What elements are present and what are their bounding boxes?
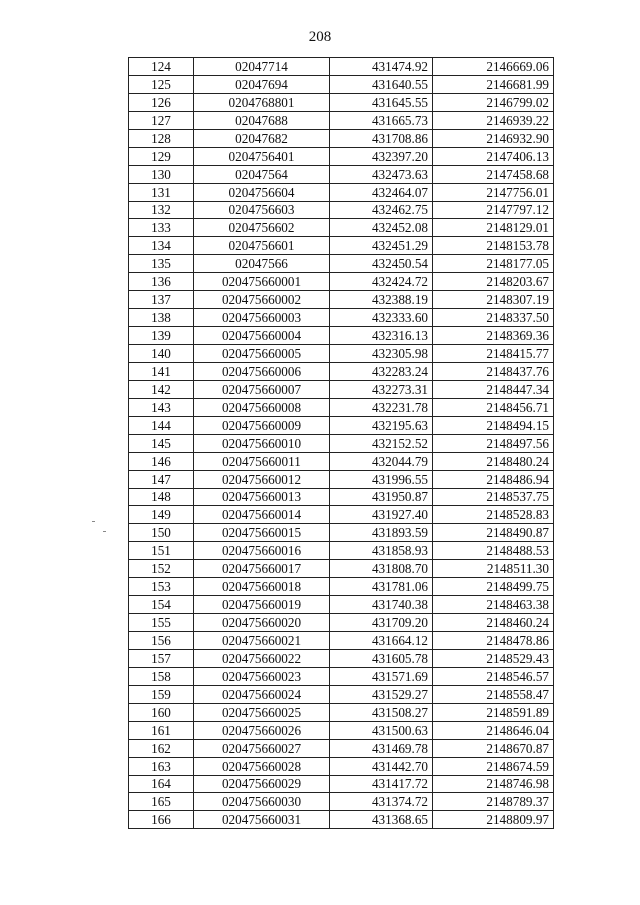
x-coordinate-cell: 432316.13	[330, 327, 433, 345]
coordinates-table	[128, 57, 554, 829]
point-code-cell: 020475660024	[194, 685, 330, 703]
point-number-cell: 160	[129, 703, 194, 721]
table-row	[129, 219, 554, 237]
point-number-cell: 166	[129, 811, 194, 829]
x-coordinate-cell: 431996.55	[330, 470, 433, 488]
y-coordinate-cell: 2148499.75	[433, 578, 554, 596]
point-code-cell: 020475660021	[194, 632, 330, 650]
point-number-cell: 132	[129, 201, 194, 219]
y-coordinate-cell: 2148478.86	[433, 632, 554, 650]
x-coordinate-cell: 431664.12	[330, 632, 433, 650]
point-number-cell: 133	[129, 219, 194, 237]
point-number-cell: 136	[129, 273, 194, 291]
table-row	[129, 506, 554, 524]
point-code-cell: 020475660004	[194, 327, 330, 345]
y-coordinate-cell: 2148789.37	[433, 793, 554, 811]
point-code-cell: 020475660009	[194, 416, 330, 434]
x-coordinate-cell: 431927.40	[330, 506, 433, 524]
point-number-cell: 137	[129, 291, 194, 309]
y-coordinate-cell: 2148746.98	[433, 775, 554, 793]
point-number-cell: 141	[129, 362, 194, 380]
y-coordinate-cell: 2146681.99	[433, 75, 554, 93]
x-coordinate-cell: 432397.20	[330, 147, 433, 165]
x-coordinate-cell: 431508.27	[330, 703, 433, 721]
table-row	[129, 165, 554, 183]
point-number-cell: 135	[129, 255, 194, 273]
point-number-cell: 161	[129, 721, 194, 739]
point-number-cell: 154	[129, 596, 194, 614]
table-row	[129, 524, 554, 542]
y-coordinate-cell: 2148177.05	[433, 255, 554, 273]
y-coordinate-cell: 2147756.01	[433, 183, 554, 201]
point-code-cell: 020475660016	[194, 542, 330, 560]
table-row	[129, 632, 554, 650]
point-code-cell: 020475660012	[194, 470, 330, 488]
point-number-cell: 129	[129, 147, 194, 165]
y-coordinate-cell: 2147797.12	[433, 201, 554, 219]
scan-speck	[103, 531, 106, 532]
x-coordinate-cell: 431858.93	[330, 542, 433, 560]
point-number-cell: 131	[129, 183, 194, 201]
table-row	[129, 434, 554, 452]
table-row	[129, 793, 554, 811]
point-code-cell: 020475660031	[194, 811, 330, 829]
x-coordinate-cell: 431781.06	[330, 578, 433, 596]
point-code-cell: 020475660017	[194, 560, 330, 578]
x-coordinate-cell: 431708.86	[330, 129, 433, 147]
point-number-cell: 143	[129, 398, 194, 416]
point-number-cell: 146	[129, 452, 194, 470]
point-code-cell: 02047564	[194, 165, 330, 183]
point-code-cell: 02047688	[194, 111, 330, 129]
x-coordinate-cell: 431665.73	[330, 111, 433, 129]
x-coordinate-cell: 432333.60	[330, 309, 433, 327]
point-number-cell: 140	[129, 345, 194, 363]
y-coordinate-cell: 2148528.83	[433, 506, 554, 524]
y-coordinate-cell: 2148670.87	[433, 739, 554, 757]
y-coordinate-cell: 2148463.38	[433, 596, 554, 614]
table-row	[129, 129, 554, 147]
table-row	[129, 309, 554, 327]
y-coordinate-cell: 2148307.19	[433, 291, 554, 309]
table-row	[129, 596, 554, 614]
point-number-cell: 156	[129, 632, 194, 650]
point-number-cell: 150	[129, 524, 194, 542]
y-coordinate-cell: 2146669.06	[433, 58, 554, 76]
point-code-cell: 020475660015	[194, 524, 330, 542]
y-coordinate-cell: 2148494.15	[433, 416, 554, 434]
table-row	[129, 416, 554, 434]
x-coordinate-cell: 432464.07	[330, 183, 433, 201]
scan-speck	[92, 521, 95, 522]
y-coordinate-cell: 2148456.71	[433, 398, 554, 416]
point-code-cell: 020475660023	[194, 667, 330, 685]
point-number-cell: 155	[129, 614, 194, 632]
point-number-cell: 128	[129, 129, 194, 147]
table-row	[129, 470, 554, 488]
y-coordinate-cell: 2148497.56	[433, 434, 554, 452]
y-coordinate-cell: 2148529.43	[433, 649, 554, 667]
point-code-cell: 020475660025	[194, 703, 330, 721]
point-code-cell: 0204756601	[194, 237, 330, 255]
point-code-cell: 020475660027	[194, 739, 330, 757]
table-row	[129, 614, 554, 632]
y-coordinate-cell: 2148486.94	[433, 470, 554, 488]
x-coordinate-cell: 431640.55	[330, 75, 433, 93]
x-coordinate-cell: 431442.70	[330, 757, 433, 775]
y-coordinate-cell: 2148437.76	[433, 362, 554, 380]
y-coordinate-cell: 2147406.13	[433, 147, 554, 165]
table-row	[129, 685, 554, 703]
x-coordinate-cell: 431529.27	[330, 685, 433, 703]
point-number-cell: 165	[129, 793, 194, 811]
point-code-cell: 0204756604	[194, 183, 330, 201]
table-row	[129, 721, 554, 739]
table-row	[129, 578, 554, 596]
point-number-cell: 159	[129, 685, 194, 703]
x-coordinate-cell: 431645.55	[330, 93, 433, 111]
point-number-cell: 144	[129, 416, 194, 434]
table-row	[129, 703, 554, 721]
table-row	[129, 201, 554, 219]
x-coordinate-cell: 432283.24	[330, 362, 433, 380]
point-number-cell: 126	[129, 93, 194, 111]
y-coordinate-cell: 2148511.30	[433, 560, 554, 578]
x-coordinate-cell: 431500.63	[330, 721, 433, 739]
table-row	[129, 327, 554, 345]
y-coordinate-cell: 2148558.47	[433, 685, 554, 703]
table-row	[129, 542, 554, 560]
y-coordinate-cell: 2148337.50	[433, 309, 554, 327]
x-coordinate-cell: 432231.78	[330, 398, 433, 416]
x-coordinate-cell: 431605.78	[330, 649, 433, 667]
x-coordinate-cell: 431374.72	[330, 793, 433, 811]
point-code-cell: 020475660018	[194, 578, 330, 596]
point-number-cell: 127	[129, 111, 194, 129]
table-row	[129, 345, 554, 363]
x-coordinate-cell: 432152.52	[330, 434, 433, 452]
point-number-cell: 151	[129, 542, 194, 560]
table-row	[129, 667, 554, 685]
point-code-cell: 0204756602	[194, 219, 330, 237]
point-number-cell: 134	[129, 237, 194, 255]
y-coordinate-cell: 2148546.57	[433, 667, 554, 685]
y-coordinate-cell: 2148415.77	[433, 345, 554, 363]
point-code-cell: 020475660019	[194, 596, 330, 614]
point-code-cell: 020475660006	[194, 362, 330, 380]
point-code-cell: 020475660020	[194, 614, 330, 632]
y-coordinate-cell: 2148369.36	[433, 327, 554, 345]
y-coordinate-cell: 2148203.67	[433, 273, 554, 291]
x-coordinate-cell: 431893.59	[330, 524, 433, 542]
point-number-cell: 125	[129, 75, 194, 93]
point-code-cell: 0204756401	[194, 147, 330, 165]
table-row	[129, 398, 554, 416]
point-code-cell: 020475660013	[194, 488, 330, 506]
table-row	[129, 291, 554, 309]
x-coordinate-cell: 431808.70	[330, 560, 433, 578]
point-code-cell: 020475660010	[194, 434, 330, 452]
x-coordinate-cell: 432452.08	[330, 219, 433, 237]
y-coordinate-cell: 2148674.59	[433, 757, 554, 775]
point-number-cell: 139	[129, 327, 194, 345]
table-row	[129, 362, 554, 380]
point-number-cell: 145	[129, 434, 194, 452]
point-number-cell: 148	[129, 488, 194, 506]
point-number-cell: 164	[129, 775, 194, 793]
point-number-cell: 153	[129, 578, 194, 596]
y-coordinate-cell: 2146932.90	[433, 129, 554, 147]
x-coordinate-cell: 431740.38	[330, 596, 433, 614]
point-number-cell: 130	[129, 165, 194, 183]
point-code-cell: 020475660007	[194, 380, 330, 398]
x-coordinate-cell: 431571.69	[330, 667, 433, 685]
table-row	[129, 775, 554, 793]
table-row	[129, 147, 554, 165]
point-code-cell: 020475660014	[194, 506, 330, 524]
coordinates-table-container	[128, 57, 549, 829]
x-coordinate-cell: 432044.79	[330, 452, 433, 470]
point-code-cell: 020475660030	[194, 793, 330, 811]
point-code-cell: 020475660026	[194, 721, 330, 739]
coordinates-table-body	[129, 58, 554, 829]
x-coordinate-cell: 431368.65	[330, 811, 433, 829]
y-coordinate-cell: 2148490.87	[433, 524, 554, 542]
x-coordinate-cell: 431417.72	[330, 775, 433, 793]
point-code-cell: 0204768801	[194, 93, 330, 111]
x-coordinate-cell: 431950.87	[330, 488, 433, 506]
x-coordinate-cell: 431469.78	[330, 739, 433, 757]
y-coordinate-cell: 2148591.89	[433, 703, 554, 721]
point-code-cell: 020475660002	[194, 291, 330, 309]
y-coordinate-cell: 2146799.02	[433, 93, 554, 111]
table-row	[129, 237, 554, 255]
x-coordinate-cell: 432450.54	[330, 255, 433, 273]
x-coordinate-cell: 431474.92	[330, 58, 433, 76]
table-row	[129, 380, 554, 398]
y-coordinate-cell: 2148460.24	[433, 614, 554, 632]
y-coordinate-cell: 2148537.75	[433, 488, 554, 506]
table-row	[129, 255, 554, 273]
table-row	[129, 58, 554, 76]
point-number-cell: 147	[129, 470, 194, 488]
x-coordinate-cell: 432424.72	[330, 273, 433, 291]
point-code-cell: 02047566	[194, 255, 330, 273]
point-number-cell: 157	[129, 649, 194, 667]
y-coordinate-cell: 2148480.24	[433, 452, 554, 470]
table-row	[129, 93, 554, 111]
point-code-cell: 020475660029	[194, 775, 330, 793]
x-coordinate-cell: 432273.31	[330, 380, 433, 398]
point-number-cell: 142	[129, 380, 194, 398]
table-row	[129, 739, 554, 757]
y-coordinate-cell: 2148447.34	[433, 380, 554, 398]
point-code-cell: 020475660008	[194, 398, 330, 416]
table-row	[129, 811, 554, 829]
point-code-cell: 02047694	[194, 75, 330, 93]
point-number-cell: 158	[129, 667, 194, 685]
point-number-cell: 152	[129, 560, 194, 578]
point-code-cell: 0204756603	[194, 201, 330, 219]
x-coordinate-cell: 432305.98	[330, 345, 433, 363]
x-coordinate-cell: 431709.20	[330, 614, 433, 632]
y-coordinate-cell: 2148153.78	[433, 237, 554, 255]
point-number-cell: 138	[129, 309, 194, 327]
y-coordinate-cell: 2146939.22	[433, 111, 554, 129]
point-number-cell: 149	[129, 506, 194, 524]
table-row	[129, 183, 554, 201]
point-number-cell: 124	[129, 58, 194, 76]
point-code-cell: 020475660011	[194, 452, 330, 470]
x-coordinate-cell: 432473.63	[330, 165, 433, 183]
table-row	[129, 560, 554, 578]
x-coordinate-cell: 432388.19	[330, 291, 433, 309]
y-coordinate-cell: 2148809.97	[433, 811, 554, 829]
point-code-cell: 02047714	[194, 58, 330, 76]
x-coordinate-cell: 432462.75	[330, 201, 433, 219]
table-row	[129, 649, 554, 667]
x-coordinate-cell: 432451.29	[330, 237, 433, 255]
table-row	[129, 75, 554, 93]
point-code-cell: 020475660003	[194, 309, 330, 327]
point-code-cell: 020475660005	[194, 345, 330, 363]
page-number: 208	[308, 29, 332, 45]
y-coordinate-cell: 2148646.04	[433, 721, 554, 739]
y-coordinate-cell: 2147458.68	[433, 165, 554, 183]
table-row	[129, 111, 554, 129]
point-code-cell: 02047682	[194, 129, 330, 147]
table-row	[129, 273, 554, 291]
x-coordinate-cell: 432195.63	[330, 416, 433, 434]
point-number-cell: 162	[129, 739, 194, 757]
point-code-cell: 020475660001	[194, 273, 330, 291]
table-row	[129, 452, 554, 470]
table-row	[129, 488, 554, 506]
point-code-cell: 020475660028	[194, 757, 330, 775]
point-code-cell: 020475660022	[194, 649, 330, 667]
y-coordinate-cell: 2148129.01	[433, 219, 554, 237]
point-number-cell: 163	[129, 757, 194, 775]
table-row	[129, 757, 554, 775]
y-coordinate-cell: 2148488.53	[433, 542, 554, 560]
